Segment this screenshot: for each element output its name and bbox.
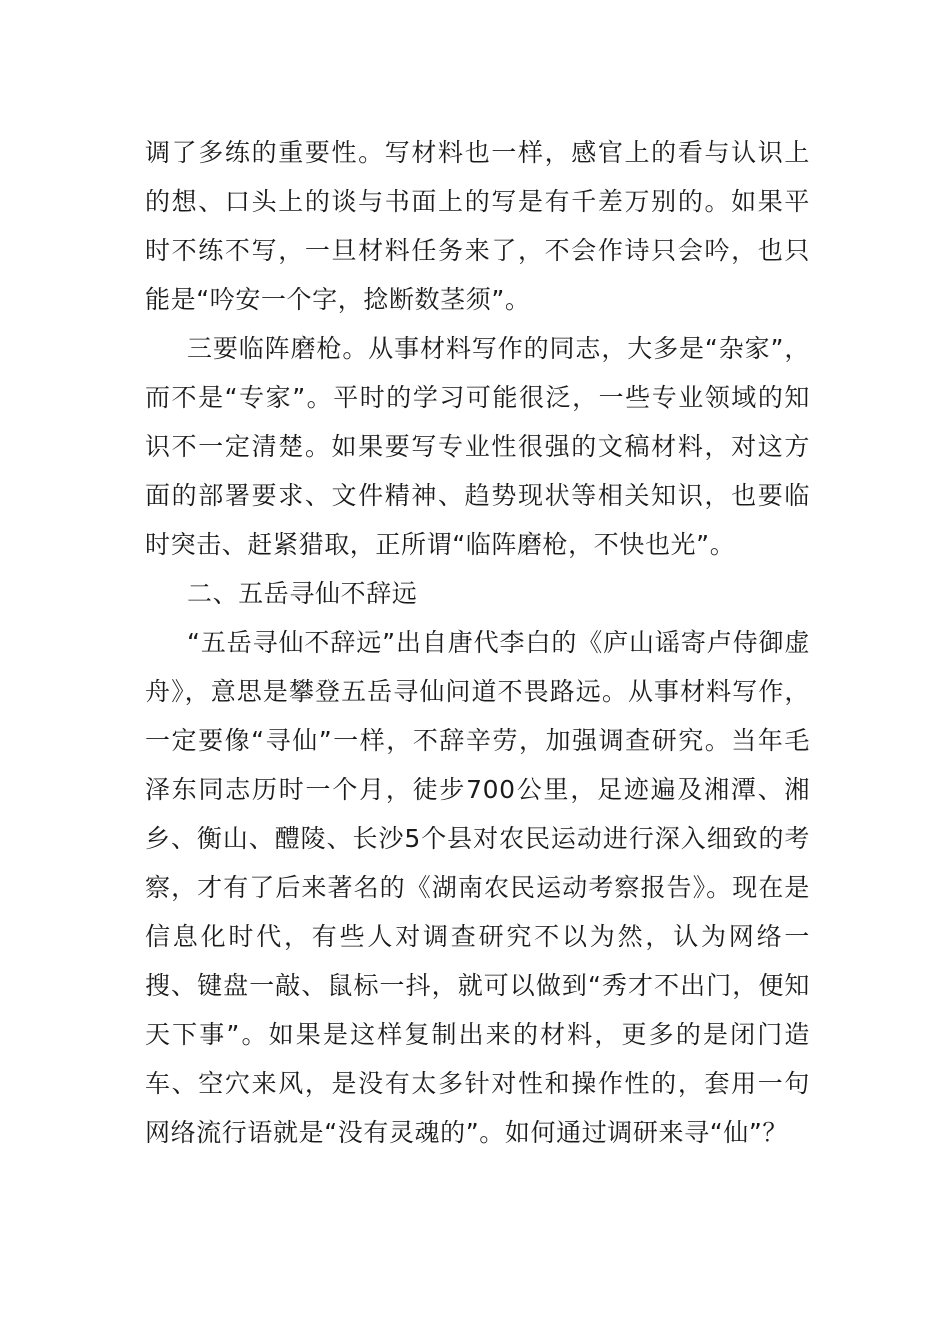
paragraph-section-two: “五岳寻仙不辞远”出自唐代李白的《庐山谣寄卢侍御虚舟》，意思是攀登五岳寻仙问道不畏路远。从事材料写作，一定要像“寻仙”一样，不辞辛劳，加强调查研究。当年毛泽东同志历时一个月，徒步700公里，足迹遍及湘潭、湘乡、衡山、醴陵、长沙5个县对农民运动进行深入细致的考察，才有了后来著名的《湖南农民运动考察报告》。现在是信息化时代，有些人对调查研究不以为然，认为网络一搜、键盘一敲、鼠标一抖，就可以做到“秀才不出门，便知天下事”。如果是这样复制出来的材料，更多的是闭门造车、空穴来风，是没有太多针对性和操作性的，套用一句网络流行语就是“没有灵魂的”。如何通过调研来寻“仙”？ — [145, 628, 810, 1147]
document-body — [145, 128, 810, 1157]
paragraph-point-three: 三要临阵磨枪。从事材料写作的同志，大多是“杂家”，而不是“专家”。平时的学习可能很泛，一些专业领域的知识不一定清楚。如果要写专业性很强的文稿材料，对这方面的部署要求、文件精神、趋势现状等相关知识，也要临时突击、赶紧猎取，正所谓“临阵磨枪，不快也光”。 — [145, 334, 810, 559]
paragraph-continued: 调了多练的重要性。写材料也一样，感官上的看与认识上的想、口头上的谈与书面上的写是有千差万别的。如果平时不练不写，一旦材料任务来了，不会作诗只会吟，也只能是“吟安一个字，捻断数茎须”。 — [145, 138, 810, 314]
section-heading: 二、五岳寻仙不辞远 — [187, 579, 418, 608]
